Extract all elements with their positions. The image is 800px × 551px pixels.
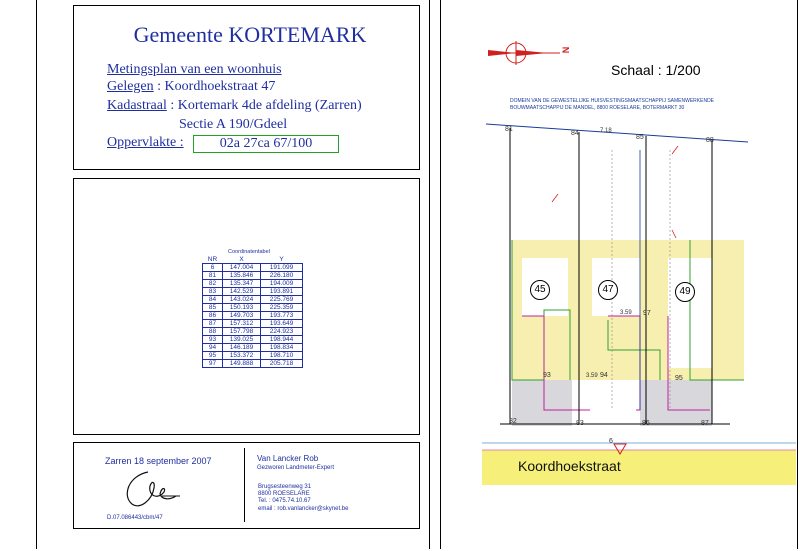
domain-note-line1: DOMEIN VAN DE GEWESTELIJKE HUISVESTINGSMAATSCHAPPIJ SAMENWERKENDE [510,98,715,104]
cell-nr: 83 [203,288,223,296]
survey-plan [440,110,796,485]
cell-nr: 88 [203,328,223,336]
cell-nr: 94 [203,344,223,352]
cell-x: 139.025 [223,336,261,344]
cell-nr: 6 [203,264,223,272]
phone: Tel. : 0475.74.10.67 [258,498,311,504]
table-row [203,280,303,288]
location-value: Koordhoekstraat 47 [164,79,276,94]
reference-number: D.07.086443/cbm/47 [107,515,163,521]
footer-divider [244,448,245,522]
point-84: 84 [571,130,579,137]
table-row [203,320,303,328]
cell-y: 224.923 [261,328,303,336]
address-street: Brugsesteenweg 31 [258,484,312,490]
cell-x: 143.024 [223,296,261,304]
street-name: Koordhoekstraat [518,458,621,474]
table-caption: Coordinatentabel [228,249,270,255]
north-arrow-icon [482,40,572,66]
point-97: 97 [643,310,651,317]
cell-y: 198.710 [261,352,303,360]
point-82: 82 [509,418,517,425]
table-row [203,272,303,280]
cell-x: 153.372 [223,352,261,360]
surveyor-name: Van Lancker Rob [257,454,319,463]
dim-7-18: 7.18 [600,128,612,134]
cell-y: 198.834 [261,344,303,352]
location-label: Gelegen [107,79,154,94]
point-83: 83 [576,420,584,427]
point-6: 6 [609,438,613,445]
dim-3-59-b: 3.59 [586,373,598,379]
point-85: 85 [636,134,644,141]
table-row [203,288,303,296]
cell-x: 146.189 [223,344,261,352]
table-header-row [203,256,303,264]
cell-x: 157.312 [223,320,261,328]
point-94: 94 [600,372,608,379]
cell-y: 191.099 [261,264,303,272]
point-86: 86 [642,420,650,427]
location-line: Gelegen : Koordhoekstraat 47 [107,79,276,94]
table-row [203,344,303,352]
cell-x: 150.193 [223,304,261,312]
cell-nr: 93 [203,336,223,344]
coordinate-table-wrap [202,256,303,368]
page-title: Gemeente KORTEMARK [133,22,367,47]
surveyor-title: Gezworen Landmeter-Expert [257,465,335,471]
point-95: 95 [675,375,683,382]
table-row [203,304,303,312]
cell-x: 149.703 [223,312,261,320]
domain-note-line2: BOUWMAATSCHAPPIJ DE MANDEL, 8800 ROESELARE, BOTERMARKT 30 [510,105,685,111]
cell-x: 142.529 [223,288,261,296]
col-y: Y [279,256,284,263]
scale-label: Schaal : 1/200 [611,62,701,78]
cell-nr: 95 [203,352,223,360]
lot-47: 47 [598,280,618,300]
cell-y: 198.944 [261,336,303,344]
place-date: Zarren 18 september 2007 [105,456,212,466]
red-arrow-3 [672,230,676,238]
table-row [203,328,303,336]
cell-nr: 81 [203,272,223,280]
area-value: 02a 27ca 67/100 [193,135,339,153]
cell-y: 193.891 [261,288,303,296]
point-87: 87 [701,420,709,427]
table-row [203,352,303,360]
cell-x: 149.888 [223,360,261,368]
email: email : rob.vanlancker@skynet.be [258,506,349,512]
table-row [203,264,303,272]
table-row [203,336,303,344]
signature [118,466,188,512]
point-93: 93 [543,372,551,379]
cell-y: 226.180 [261,272,303,280]
north-letter: N [560,46,571,54]
col-nr: NR [207,256,218,263]
cell-nr: 86 [203,312,223,320]
address-city: 8800 ROESELARE [258,491,310,497]
cell-nr: 82 [203,280,223,288]
dim-3-59-a: 3.59 [620,310,632,316]
cadastre-label: Kadastraal [107,98,167,113]
col-x: X [239,256,244,263]
table-row [203,360,303,368]
cell-x: 135.347 [223,280,261,288]
coordinate-table-body [203,264,303,368]
cell-y: 225.769 [261,296,303,304]
cell-y: 205.718 [261,360,303,368]
cell-nr: 84 [203,296,223,304]
cell-nr: 87 [203,320,223,328]
point-81: 81 [505,126,513,133]
red-arrow-2 [672,146,678,154]
coordinate-table [202,256,303,368]
cell-y: 193.649 [261,320,303,328]
lot-back-left [512,380,572,426]
cell-x: 157.798 [223,328,261,336]
cell-x: 147.004 [223,264,261,272]
area-label: Oppervlakte : [107,135,184,150]
section-value: Sectie A 190/Gdeel [179,117,288,132]
red-arrow-1 [552,194,558,202]
lot-45: 45 [530,280,550,300]
cell-y: 225.359 [261,304,303,312]
lot-49: 49 [675,282,695,302]
cell-y: 193.773 [261,312,303,320]
cell-nr: 97 [203,360,223,368]
cell-x: 135.846 [223,272,261,280]
plan-type: Metingsplan van een woonhuis [107,62,282,77]
point-88: 88 [706,137,714,144]
table-row [203,296,303,304]
table-row [203,312,303,320]
cadastre-value: Kortemark 4de afdeling (Zarren) [177,98,362,113]
cadastre-line: Kadastraal : Kortemark 4de afdeling (Zarren) [107,98,362,113]
cell-y: 194.009 [261,280,303,288]
cell-nr: 85 [203,304,223,312]
